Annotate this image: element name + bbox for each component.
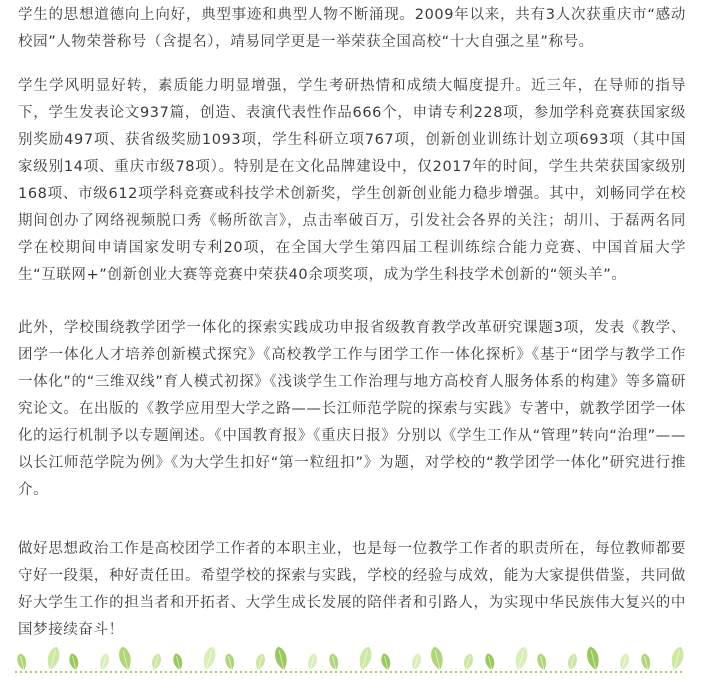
paragraph-4: 做好思想政治工作是高校团学工作者的本职主业，也是每一位教学工作者的职责所在，每位教师都要守好一段渠，种好责任田。希望学校的探索与实践，学校的经验与成效，能为大家提供借鉴，共同做好大学生工作的担当者和开拓者、大学生成长发展的陪伴者和引路人，为实现中华民族伟大复兴的中国梦接续奋斗！ <box>18 541 686 638</box>
leaf-icon <box>462 652 475 671</box>
border-dot <box>315 671 317 673</box>
border-dot <box>250 671 252 673</box>
leaf-icon <box>16 652 28 671</box>
border-dot <box>155 671 157 673</box>
leaf-icon <box>429 645 445 671</box>
border-dot <box>290 671 292 673</box>
border-dot <box>470 671 472 673</box>
border-dot <box>45 671 47 673</box>
border-dot <box>285 671 287 673</box>
border-dot <box>590 671 592 673</box>
border-dot <box>65 671 67 673</box>
border-dot <box>650 671 652 673</box>
leaf-border-icon <box>14 634 688 676</box>
border-dot <box>175 671 177 673</box>
leaf-icon <box>254 652 267 671</box>
border-dot <box>485 671 487 673</box>
border-dot <box>30 671 32 673</box>
border-dot <box>130 671 132 673</box>
leaf-icon <box>98 652 111 671</box>
border-dot <box>60 671 62 673</box>
leaf-icon <box>410 652 423 671</box>
border-dot <box>545 671 547 673</box>
paragraph-3: 此外，学校围绕教学团学一体化的探索实践成功申报省级教育教学改革研究课题3项，发表《教学、团学一体化人才培养创新模式探究》《高校教学工作与团学工作一体化探析》《基于“团学与教学工作一体化”的“三维双线”育人模式初探》《浅谈学生工作治理与地方高校育人服务体系的构建》等多篇研究论文。在出版的《教学应用型大学之路——长江师范学院的探索与实践》专著中，就教学团学一体化的运行机制予以专题阐述。《中国教育报》《重庆日报》分别以《学生工作从“管理”转向“治理”——以长江师范学院为例》《为大学生扣好“第一粒纽扣”》为题，对学校的“教学团学一体化”研究进行推介。 <box>18 320 686 498</box>
border-dot <box>630 671 632 673</box>
border-dot <box>180 671 182 673</box>
border-dot <box>200 671 202 673</box>
leaf-icon <box>380 652 392 671</box>
border-dot <box>215 671 217 673</box>
border-dot <box>95 671 97 673</box>
border-dot <box>525 671 527 673</box>
border-dot <box>265 671 267 673</box>
border-dot <box>395 671 397 673</box>
border-dot <box>100 671 102 673</box>
border-dot <box>625 671 627 673</box>
border-dot <box>610 671 612 673</box>
leaf-icon <box>306 652 319 671</box>
leaf-icon <box>273 645 289 671</box>
border-dot <box>645 671 647 673</box>
border-dot <box>115 671 117 673</box>
leaf-icon <box>201 645 218 671</box>
border-dot <box>245 671 247 673</box>
border-dot <box>185 671 187 673</box>
border-dot <box>365 671 367 673</box>
border-dot <box>355 671 357 673</box>
border-dot <box>390 671 392 673</box>
border-dot <box>675 671 677 673</box>
border-dot <box>385 671 387 673</box>
border-dot <box>190 671 192 673</box>
border-dot <box>370 671 372 673</box>
paragraph-2: 学生学风明显好转，素质能力明显增强，学生考研热情和成绩大幅度提升。近三年，在导师的指导下，学生发表论文937篇，创造、表演代表性作品666个，申请专利228项，参加学科竞赛获国家级别奖励497项、获省级奖励1093项，学生科研立项767项，创新创业训练计划立项693项（其中国家级别14项、重庆市级78项）。特别是在文化品牌建设中，仅2017年的时间，学生共荣获国家级别168项、市级612项学科竞赛或科技学术创新奖，学生创新创业能力稳步增强。其中，刘畅同学在校期间创办了网络视频脱口秀《畅所欲言》，点击率破百万，引发社会各界的关注；胡川、于磊两名同学在校期间申请国家发明专利20项，在全国大学生第四届工程训练综合能力竞赛、中国首届大学生“互联网+”创新创业大赛等竞赛中荣获40余项奖项，成为学生科技学术创新的“领头羊”。 <box>18 78 686 283</box>
border-dot <box>450 671 452 673</box>
border-dot <box>145 671 147 673</box>
leaf-icon <box>566 652 579 671</box>
border-dot <box>340 671 342 673</box>
border-dot <box>295 671 297 673</box>
leaf-icon <box>585 645 601 671</box>
border-dot <box>260 671 262 673</box>
border-dot <box>230 671 232 673</box>
border-dot <box>635 671 637 673</box>
border-dot <box>475 671 477 673</box>
border-dot <box>540 671 542 673</box>
border-dot <box>55 671 57 673</box>
border-dot <box>360 671 362 673</box>
border-dot <box>220 671 222 673</box>
border-dot <box>670 671 672 673</box>
border-dot <box>520 671 522 673</box>
border-dot <box>530 671 532 673</box>
border-dot <box>320 671 322 673</box>
border-dot <box>120 671 122 673</box>
border-dot <box>595 671 597 673</box>
border-dot <box>445 671 447 673</box>
border-dot <box>665 671 667 673</box>
border-dot <box>600 671 602 673</box>
border-dot <box>205 671 207 673</box>
border-dot <box>565 671 567 673</box>
border-dot <box>375 671 377 673</box>
border-dot <box>275 671 277 673</box>
border-dot <box>420 671 422 673</box>
border-dot <box>510 671 512 673</box>
leaf-icon <box>172 652 184 671</box>
border-dot <box>75 671 77 673</box>
border-dot <box>615 671 617 673</box>
border-dot <box>505 671 507 673</box>
border-dot <box>150 671 152 673</box>
border-dot <box>495 671 497 673</box>
border-dot <box>330 671 332 673</box>
border-dot <box>405 671 407 673</box>
border-dot <box>410 671 412 673</box>
border-dot <box>345 671 347 673</box>
border-dot <box>225 671 227 673</box>
border-dot <box>125 671 127 673</box>
border-dot <box>195 671 197 673</box>
border-dot <box>15 671 17 673</box>
border-dot <box>235 671 237 673</box>
leaf-icon <box>618 652 631 671</box>
border-dot <box>70 671 72 673</box>
border-dot <box>90 671 92 673</box>
border-dot <box>435 671 437 673</box>
leaf-icon <box>224 652 236 671</box>
border-dot <box>240 671 242 673</box>
border-dot <box>80 671 82 673</box>
border-dot <box>20 671 22 673</box>
border-dot <box>350 671 352 673</box>
border-dot <box>515 671 517 673</box>
border-dot <box>305 671 307 673</box>
leaf-icon <box>328 652 340 671</box>
leaf-icon <box>536 652 548 671</box>
leaf-icon <box>150 652 163 671</box>
leaf-icon <box>669 645 686 671</box>
border-dot <box>680 671 682 673</box>
border-dot <box>105 671 107 673</box>
leaf-icon <box>484 652 496 671</box>
border-dot <box>560 671 562 673</box>
article-body <box>18 2 686 644</box>
leaf-icon <box>68 652 80 671</box>
border-dot <box>415 671 417 673</box>
border-dot <box>400 671 402 673</box>
border-dot <box>35 671 37 673</box>
border-dot <box>280 671 282 673</box>
border-dot <box>570 671 572 673</box>
leaf-icon <box>357 645 374 671</box>
border-dot <box>40 671 42 673</box>
border-dot <box>550 671 552 673</box>
border-dot <box>500 671 502 673</box>
border-dot <box>210 671 212 673</box>
border-dot <box>270 671 272 673</box>
border-dot <box>660 671 662 673</box>
leaf-icon <box>117 645 133 671</box>
leaf-border-divider <box>14 634 688 676</box>
border-dot <box>110 671 112 673</box>
leaf-icon <box>45 645 62 671</box>
border-dot <box>170 671 172 673</box>
leaf-icon <box>640 652 652 671</box>
border-dot <box>605 671 607 673</box>
border-dot <box>555 671 557 673</box>
border-dot <box>580 671 582 673</box>
border-dot <box>255 671 257 673</box>
border-dot <box>380 671 382 673</box>
border-dot <box>310 671 312 673</box>
border-dot <box>585 671 587 673</box>
border-dot <box>620 671 622 673</box>
border-dot <box>85 671 87 673</box>
border-dot <box>465 671 467 673</box>
border-dot <box>440 671 442 673</box>
border-dot <box>140 671 142 673</box>
border-dot <box>655 671 657 673</box>
border-dot <box>160 671 162 673</box>
leaf-icon <box>513 645 530 671</box>
border-dot <box>50 671 52 673</box>
border-dot <box>335 671 337 673</box>
border-dot <box>300 671 302 673</box>
paragraph-1: 学生的思想道德向上向好，典型事迹和典型人物不断涌现。2009年以来，共有3人次获重庆市“感动校园”人物荣誉称号（含提名），靖易同学更是一举荣获全国高校“十大自强之星”称号。 <box>18 7 686 50</box>
border-dot <box>165 671 167 673</box>
border-dot <box>455 671 457 673</box>
border-dot <box>640 671 642 673</box>
border-dot <box>430 671 432 673</box>
border-dot <box>460 671 462 673</box>
border-dot <box>135 671 137 673</box>
border-dot <box>480 671 482 673</box>
border-dot <box>325 671 327 673</box>
border-dot <box>535 671 537 673</box>
border-dot <box>575 671 577 673</box>
border-dot <box>425 671 427 673</box>
border-dot <box>25 671 27 673</box>
border-dot <box>490 671 492 673</box>
